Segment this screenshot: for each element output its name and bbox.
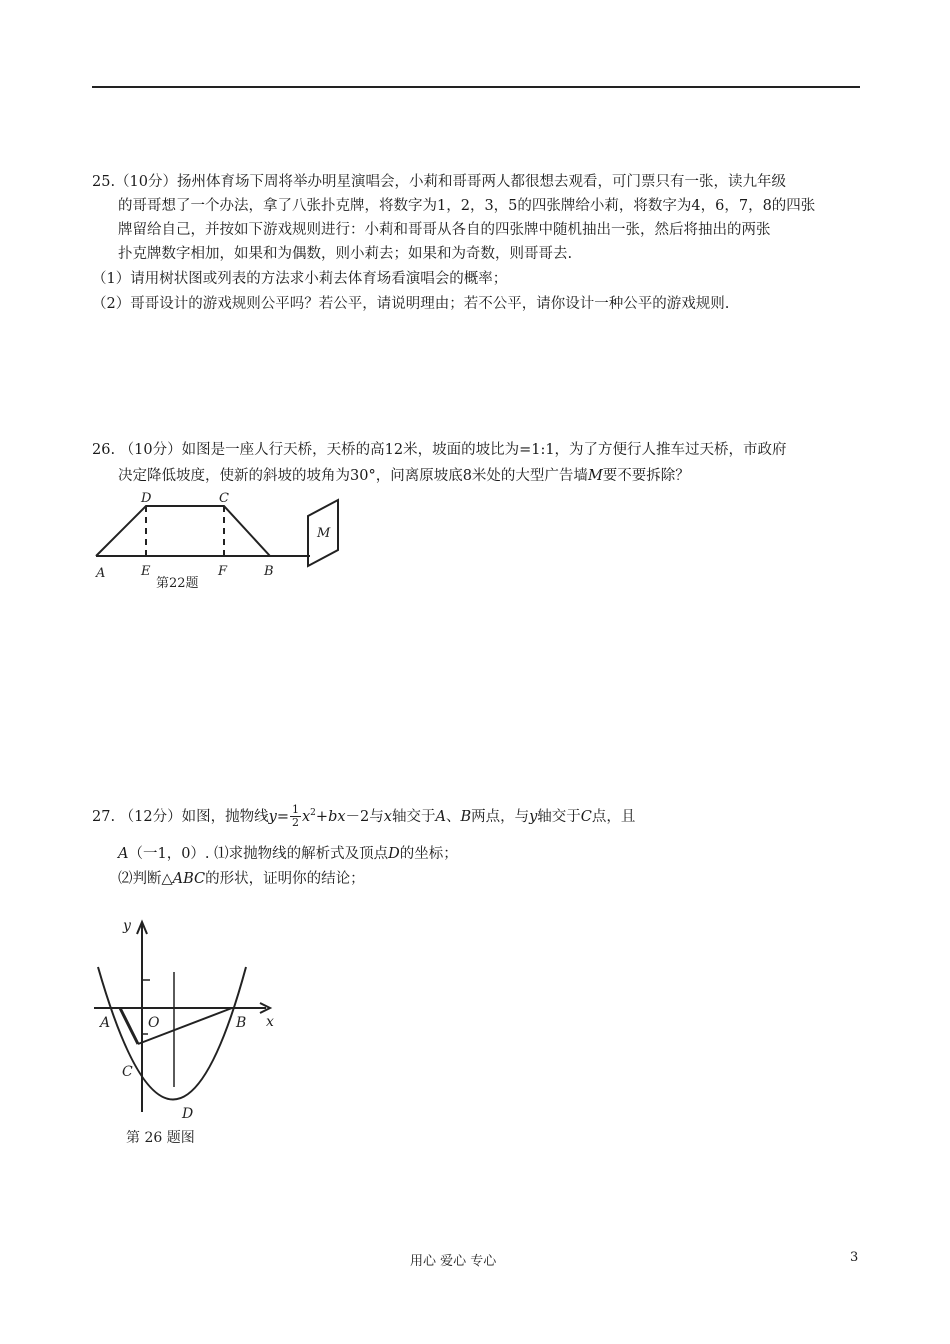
p27-fraction [290, 804, 301, 829]
p27-line2 [118, 844, 458, 864]
p27-line1-text-c: 两点，与 [471, 808, 530, 825]
p27-point-c: C [580, 808, 592, 825]
p26-line2-text-a: 决定降低坡度，使新的斜坡的坡角为 [118, 468, 350, 484]
label-b: B [264, 564, 274, 579]
figure-22-caption: 第22题 [156, 576, 199, 591]
p27-line2-text-c: 的坐标； [399, 846, 458, 862]
p27-separator: 、 [445, 808, 461, 825]
bridge-outline [96, 506, 270, 556]
p27-minus-two: －2与 [345, 808, 384, 825]
p27-line2-text-b: （一1，0）. ⑴求抛物线的解析式及顶点 [128, 846, 389, 862]
fraction-numerator: 1 [291, 803, 299, 817]
p26-angle: 30° [350, 468, 376, 484]
p25-line3: 牌留给自己，并按如下游戏规则进行：小莉和哥哥从各自的四张牌中随机抽出一张，然后将抽出的两张 [118, 222, 771, 238]
point-label-o: O [148, 1015, 160, 1031]
p27-point-b: B [460, 808, 472, 825]
label-m: M [317, 526, 331, 541]
axis-label-y: y [123, 918, 131, 934]
label-c: C [219, 491, 229, 506]
p27-line2-point-a: A [118, 846, 129, 862]
p25-line1: 25.（10分）扬州体育场下周将举办明星演唱会，小莉和哥哥两人都很想去观看，可门票只有一张，读九年级 [92, 174, 787, 190]
p27-line1-text-d: 轴交于 [537, 808, 581, 825]
p27-point-d: D [388, 846, 400, 862]
p27-point-a: A [435, 808, 446, 825]
p27-line3-text-b: 的形状，证明你的结论； [205, 871, 365, 887]
label-d: D [141, 491, 152, 506]
p27-exponent: 2 [310, 808, 316, 818]
p26-line2-text-c: 要不要拆除？ [602, 468, 690, 484]
bridge-figure [88, 490, 358, 595]
parabola-curve [98, 967, 246, 1100]
p27-var-x: x [301, 808, 311, 825]
p26-line2-text-b: ，问离原坡底8米处的大型广告墙 [375, 468, 588, 484]
axis-label-x: x [266, 1014, 274, 1030]
p26-line2 [118, 466, 690, 486]
p27-line1-text-b: 轴交于 [391, 808, 436, 825]
p27-term-bx: bx [328, 808, 346, 825]
p27-plus: + [315, 808, 329, 825]
p27-line1-text-a: 27. （12分）如图，抛物线 [92, 808, 269, 825]
p25-line4: 扑克牌数字相加，如果和为偶数，则小莉去；如果和为奇数，则哥哥去. [118, 246, 573, 262]
p27-equals: = [276, 808, 289, 825]
point-label-b: B [236, 1015, 247, 1031]
label-a: A [96, 566, 106, 581]
p27-line1-text-e: 点，且 [591, 808, 636, 825]
p26-wall-label: M [587, 468, 603, 484]
parabola-figure [90, 912, 290, 1152]
point-label-c: C [122, 1064, 133, 1080]
p26-line1: 26. （10分）如图是一座人行天桥，天桥的高12米，坡面的坡比为=1:1，为了方便行人推车过天桥，市政府 [92, 442, 787, 458]
page-number: 3 [850, 1250, 859, 1265]
point-label-d: D [182, 1106, 194, 1122]
p27-var-y: y [268, 808, 277, 825]
footer-motto: 用心 爱心 专心 [410, 1254, 497, 1269]
p27-triangle-abc: ABC [172, 871, 206, 887]
p27-line1 [92, 803, 635, 829]
p27-line3-text-a: ⑵判断△ [118, 871, 173, 887]
figure-26-caption: 第 26 题图 [126, 1130, 195, 1146]
label-e: E [141, 564, 151, 579]
p27-line3 [118, 869, 365, 889]
p27-var-x-axis: x [383, 808, 392, 825]
point-label-a: A [100, 1015, 111, 1031]
p25-question2: （2）哥哥设计的游戏规则公平吗？若公平，请说明理由；若不公平，请你设计一种公平的游戏规则. [92, 296, 730, 312]
p25-question1: （1）请用树状图或列表的方法求小莉去体育场看演唱会的概率； [92, 271, 508, 287]
label-f: F [218, 564, 228, 579]
fraction-denominator: 2 [291, 816, 299, 830]
p27-var-y-axis: y [529, 808, 538, 825]
p25-line2: 的哥哥想了一个办法，拿了八张扑克牌，将数字为1，2，3，5的四张牌给小莉，将数字为4，6，7，8的四张 [118, 198, 816, 214]
header-rule [92, 86, 860, 88]
